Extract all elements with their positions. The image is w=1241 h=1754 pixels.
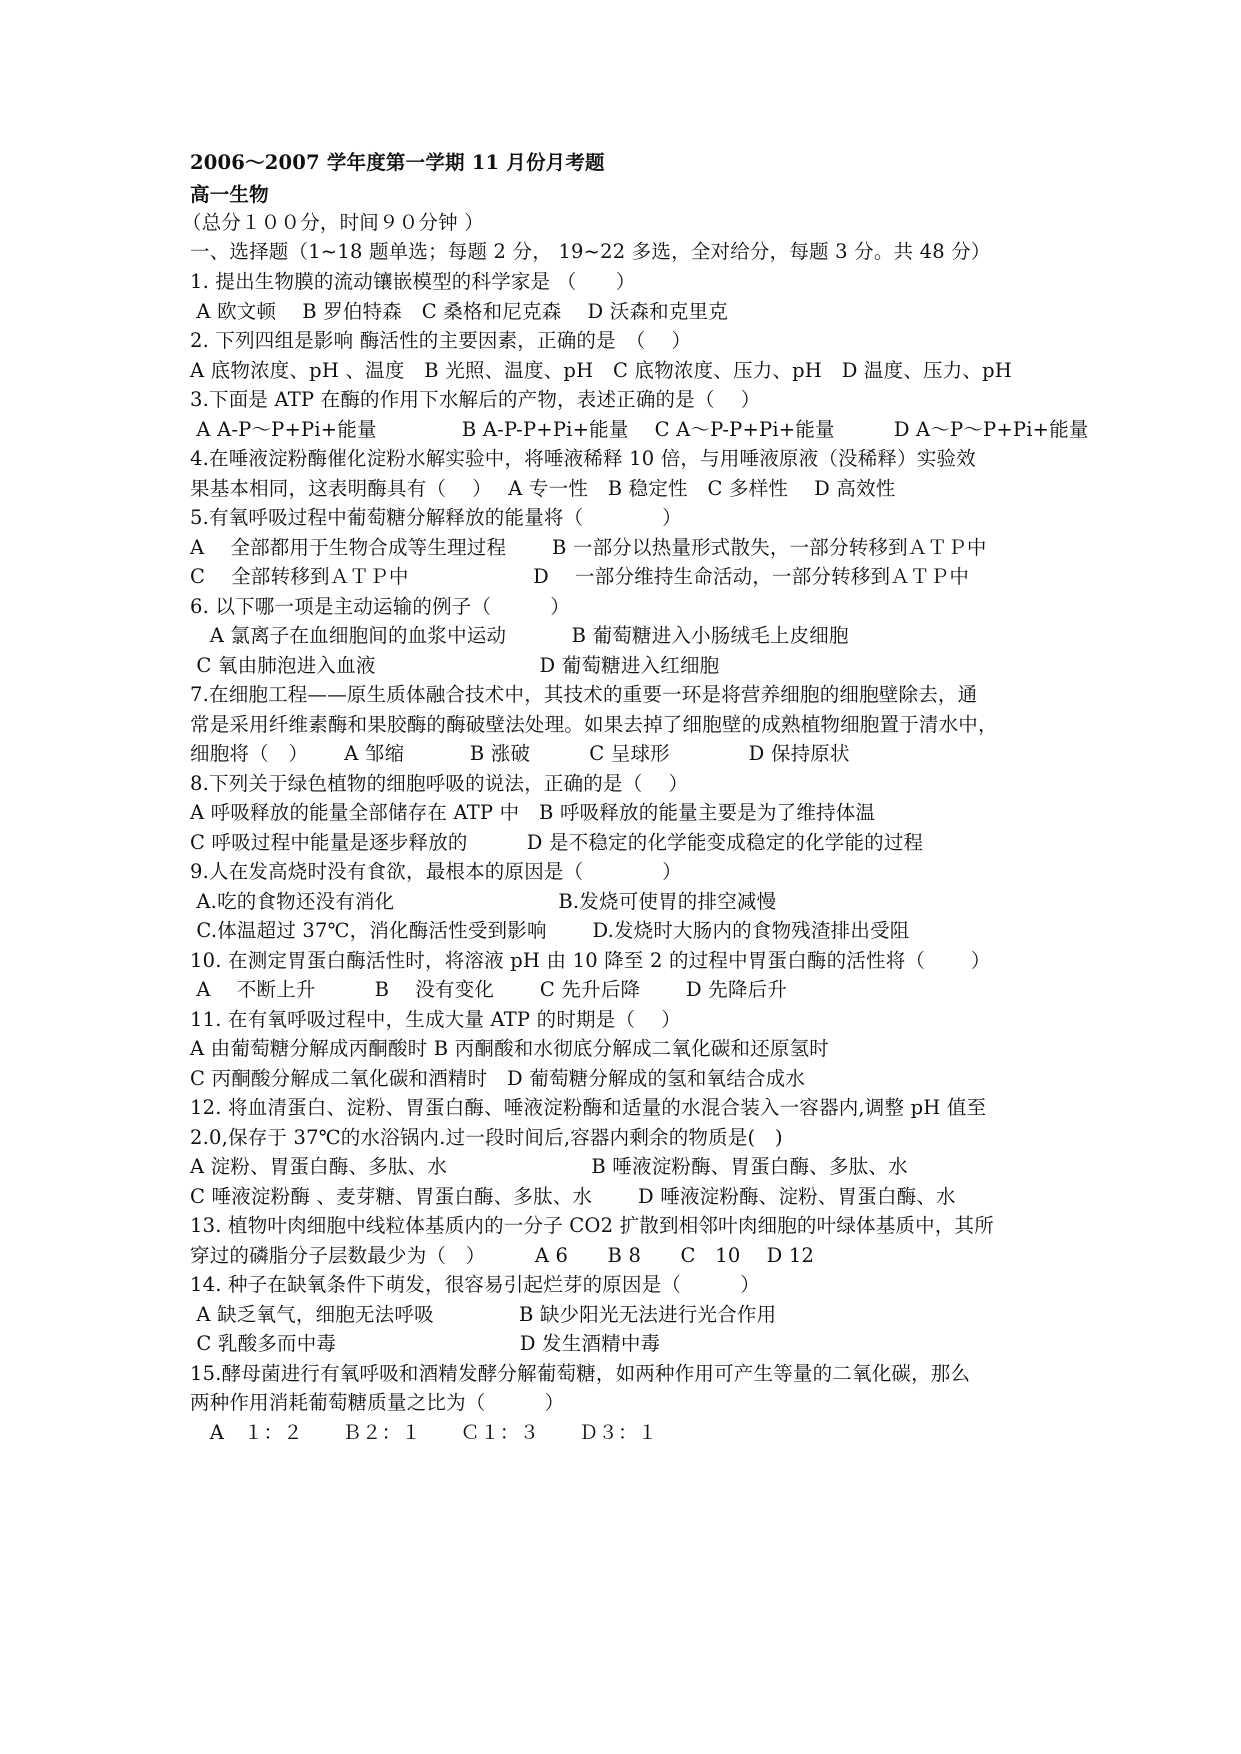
question-4-continued: 果基本相同，这表明酶具有（ ） A 专一性 B 稳定性 C 多样性 D 高效性 bbox=[190, 477, 896, 500]
question-11: 11. 在有氧呼吸过程中，生成大量 ATP 的时期是（ ） bbox=[190, 1008, 681, 1031]
question-5-options-ab: A 全部都用于生物合成等生理过程 B 一部分以热量形式散失，一部分转移到ＡＴＰ中 bbox=[190, 536, 987, 559]
subject-heading: 高一生物 bbox=[190, 183, 269, 206]
question-12-continued: 2.0,保存于 37℃的水浴锅内.过一段时间后,容器内剩余的物质是( ) bbox=[190, 1126, 783, 1149]
question-15: 15.酵母菌进行有氧呼吸和酒精发酵分解葡萄糖，如两种作用可产生等量的二氧化碳，那么 bbox=[190, 1362, 971, 1385]
question-2-options: A 底物浓度、pH 、温度 B 光照、温度、pH C 底物浓度、压力、pH D 温度、压力、pH bbox=[190, 359, 1013, 382]
question-7: 7.在细胞工程——原生质体融合技术中，其技术的重要一环是将营养细胞的细胞壁除去，通 bbox=[190, 683, 978, 706]
question-15-options: A １：２ Ｂ２：１ Ｃ１：３ Ｄ３：１ bbox=[190, 1421, 658, 1444]
question-4: 4.在唾液淀粉酶催化淀粉水解实验中，将唾液稀释 10 倍，与用唾液原液（没稀释）实验效 bbox=[190, 447, 976, 470]
question-8-options-ab: A 呼吸释放的能量全部储存在 ATP 中 B 呼吸释放的能量主要是为了维持体温 bbox=[190, 801, 876, 824]
question-5: 5.有氧呼吸过程中葡萄糖分解释放的能量将（ ） bbox=[190, 506, 682, 529]
question-12: 12. 将血清蛋白、淀粉、胃蛋白酶、唾液淀粉酶和适量的水混合装入一容器内,调整 pH 值至 bbox=[190, 1096, 987, 1119]
question-3: 3.下面是 ATP 在酶的作用下水解后的产物，表述正确的是（ ） bbox=[190, 388, 761, 411]
question-7-options: 细胞将（ ） A 邹缩 B 涨破 C 呈球形 D 保持原状 bbox=[190, 742, 850, 765]
question-1: 1. 提出生物膜的流动镶嵌模型的科学家是 （ ） bbox=[190, 270, 636, 293]
exam-title: 2006～2007 学年度第一学期 11 月份月考题 bbox=[190, 151, 605, 174]
question-11-options-ab: A 由葡萄糖分解成丙酮酸时 B 丙酮酸和水彻底分解成二氧化碳和还原氢时 bbox=[190, 1037, 830, 1060]
question-6-options-cd: C 氧由肺泡进入血液 D 葡萄糖进入红细胞 bbox=[190, 654, 720, 677]
question-10: 10. 在测定胃蛋白酶活性时，将溶液 pH 由 10 降至 2 的过程中胃蛋白酶的活性将（ ） bbox=[190, 949, 991, 972]
question-14-options-ab: A 缺乏氧气，细胞无法呼吸 B 缺少阳光无法进行光合作用 bbox=[190, 1303, 777, 1326]
question-1-options: A 欧文顿 B 罗伯特森 C 桑格和尼克森 D 沃森和克里克 bbox=[190, 300, 728, 323]
question-6: 6. 以下哪一项是主动运输的例子（ ） bbox=[190, 595, 571, 618]
score-time-note: （总分１００分，时间９０分钟 ） bbox=[182, 211, 484, 234]
question-10-options: A 不断上升 B 没有变化 C 先升后降 D 先降后升 bbox=[190, 978, 788, 1001]
question-14: 14. 种子在缺氧条件下萌发，很容易引起烂芽的原因是（ ） bbox=[190, 1273, 760, 1296]
question-8-options-cd: C 呼吸过程中能量是逐步释放的 D 是不稳定的化学能变成稳定的化学能的过程 bbox=[190, 831, 924, 854]
question-12-options-cd: C 唾液淀粉酶 、麦芽糖、胃蛋白酶、多肽、水 D 唾液淀粉酶、淀粉、胃蛋白酶、水 bbox=[190, 1185, 956, 1208]
question-9-options-cd: C.体温超过 37℃，消化酶活性受到影响 D.发烧时大肠内的食物残渣排出受阻 bbox=[190, 919, 910, 942]
question-8: 8.下列关于绿色植物的细胞呼吸的说法，正确的是（ ） bbox=[190, 772, 689, 795]
question-7-continued: 常是采用纤维素酶和果胶酶的酶破壁法处理。如果去掉了细胞壁的成熟植物细胞置于清水中， bbox=[190, 713, 998, 736]
question-13-options: 穿过的磷脂分子层数最少为（ ） A 6 B 8 C 10 D 12 bbox=[190, 1244, 815, 1267]
question-15-continued: 两种作用消耗葡萄糖质量之比为（ ） bbox=[190, 1391, 565, 1414]
question-12-options-ab: A 淀粉、胃蛋白酶、多肽、水 B 唾液淀粉酶、胃蛋白酶、多肽、水 bbox=[190, 1155, 908, 1178]
question-11-options-cd: C 丙酮酸分解成二氧化碳和酒精时 D 葡萄糖分解成的氢和氧结合成水 bbox=[190, 1067, 806, 1090]
question-5-options-cd: C 全部转移到ＡＴＰ中 D 一部分维持生命活动，一部分转移到ＡＴＰ中 bbox=[190, 565, 970, 588]
question-13: 13. 植物叶肉细胞中线粒体基质内的一分子 CO2 扩散到相邻叶肉细胞的叶绿体基质中，其所 bbox=[190, 1214, 994, 1237]
question-3-options: A A-P～P+Pi+能量 B A-P-P+Pi+能量 C A～P-P+Pi+能量 D A～P～P+Pi+能量 bbox=[190, 418, 1089, 441]
question-14-options-cd: C 乳酸多而中毒 D 发生酒精中毒 bbox=[190, 1332, 661, 1355]
question-2: 2. 下列四组是影响 酶活性的主要因素，正确的是 （ ） bbox=[190, 329, 692, 352]
question-9: 9.人在发高烧时没有食欲，最根本的原因是（ ） bbox=[190, 860, 682, 883]
question-6-options-ab: A 氯离子在血细胞间的血浆中运动 B 葡萄糖进入小肠绒毛上皮细胞 bbox=[190, 624, 849, 647]
question-9-options-ab: A.吃的食物还没有消化 B.发烧可使胃的排空减慢 bbox=[190, 890, 777, 913]
section-heading: 一、选择题（1~18 题单选；每题 2 分， 19~22 多选，全对给分，每题 3 分。共 48 分） bbox=[190, 240, 991, 263]
